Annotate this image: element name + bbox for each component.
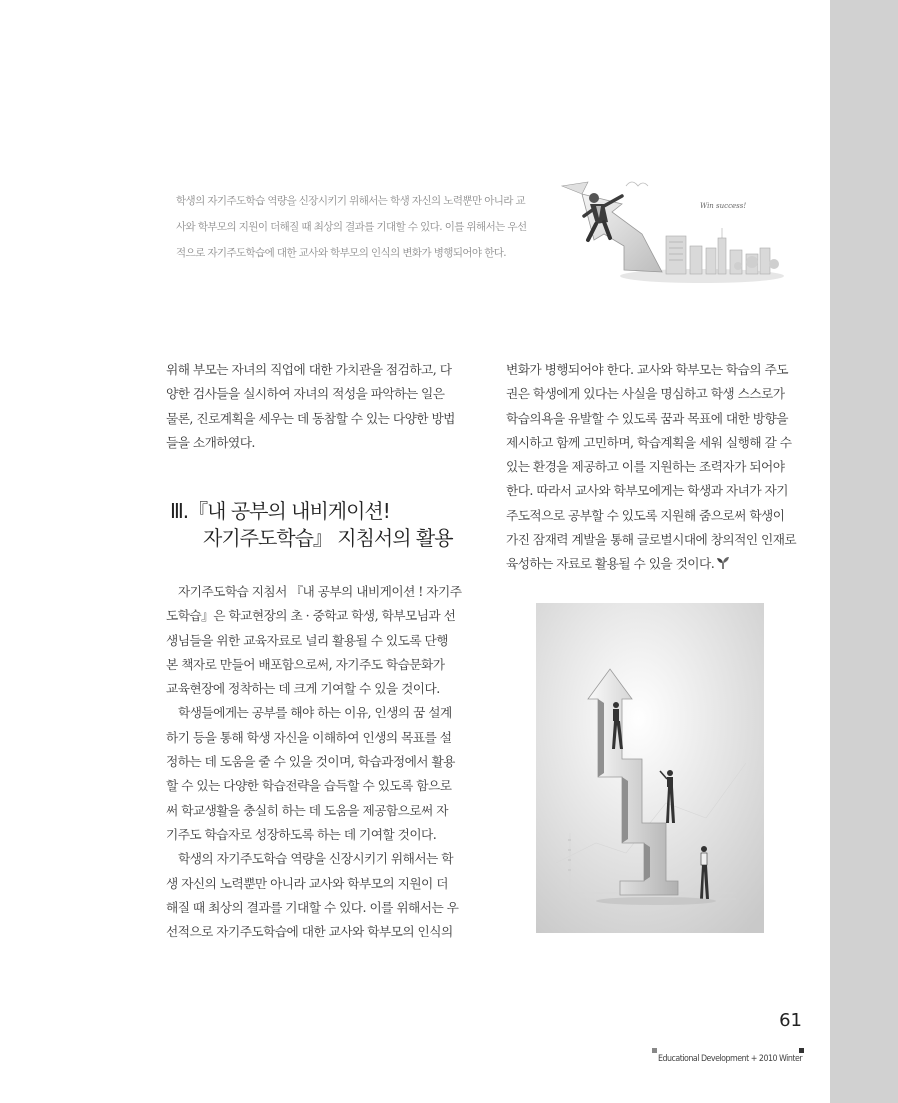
paragraph (166, 847, 468, 944)
footer-marker-left (652, 1048, 657, 1053)
body-line: 학습의욕을 유발할 수 있도록 꿈과 목표에 대한 방향을 (506, 410, 788, 426)
body-line: 본 책자로 만들어 배포함으로써, 자기주도 학습문화가 (166, 656, 445, 672)
left-column-top (166, 358, 468, 455)
body-line: 써 학교생활을 충실히 하는 데 도움을 제공함으로써 자 (166, 802, 448, 818)
page-edge-bar (830, 0, 898, 1103)
body-line: 있는 환경을 제공하고 이를 지원하는 조력자가 되어야 (506, 459, 785, 475)
left-column-body (166, 580, 468, 944)
body-line: 생 자신의 노력뿐만 아니라 교사와 학부모의 지원이 더 (166, 875, 448, 891)
footer-marker-right (799, 1048, 804, 1053)
section-heading (170, 498, 470, 552)
body-line: 학생들에게는 공부를 해야 하는 이유, 인생의 꿈 설계 (178, 705, 452, 721)
body-line: 교육현장에 정착하는 데 크게 기여할 수 있을 것이다. (166, 681, 440, 697)
body-line: 생님들을 위한 교육자료로 널리 활용될 수 있도록 단행 (166, 632, 448, 648)
body-line-last (506, 552, 808, 576)
paragraph (166, 580, 468, 701)
pull-quote-line: 적으로 자기주도학습에 대한 교사와 학부모의 인식의 변화가 병행되어야 한다. (176, 247, 507, 259)
body-line: 하기 등을 통해 학생 자신을 이해하여 인생의 목표를 설 (166, 729, 452, 745)
body-line: 자기주도학습 지침서 『내 공부의 내비게이션 ! 자기주 (178, 584, 462, 599)
staircase-arrow-illustration (536, 603, 764, 933)
body-line: 선적으로 자기주도학습에 대한 교사와 학부모의 인식의 (166, 924, 453, 940)
body-line: 기주도 학습자로 성장하도록 하는 데 기여할 것이다. (166, 826, 437, 842)
body-line: 학생의 자기주도학습 역량을 신장시키기 위해서는 학 (178, 851, 453, 867)
body-line: 도학습』은 학교현장의 초 · 중학교 학생, 학부모님과 선 (166, 608, 456, 624)
body-line: 제시하고 함께 고민하며, 학습계획을 세워 실행해 갈 수 (506, 434, 792, 450)
right-column (506, 358, 808, 577)
body-line: 권은 학생에게 있다는 사실을 명심하고 학생 스스로가 (506, 386, 785, 402)
body-line-text: 육성하는 자료로 활용될 수 있을 것이다. (506, 556, 715, 572)
body-line: 주도적으로 공부할 수 있도록 지원해 줌으로써 학생이 (506, 507, 785, 523)
body-line: 위해 부모는 자녀의 직업에 대한 가치관을 점검하고, 다 (166, 362, 452, 377)
body-line: 할 수 있는 다양한 학습전략을 습득할 수 있도록 함으로 (166, 778, 452, 794)
page-number: 61 (779, 1010, 802, 1031)
section-heading-line-2: 자기주도학습』 지침서의 활용 (203, 526, 453, 550)
body-line: 들을 소개하였다. (166, 434, 255, 450)
body-line: 변화가 병행되어야 한다. 교사와 학부모는 학습의 주도 (506, 362, 788, 377)
body-line: 정하는 데 도움을 줄 수 있을 것이며, 학습과정에서 활용 (166, 754, 455, 770)
section-heading-line-1: Ⅲ.『내 공부의 내비게이션! (170, 499, 390, 523)
body-line: 양한 검사들을 실시하여 자녀의 적성을 파악하는 일은 (166, 386, 445, 402)
pull-quote-line: 사와 학부모의 지원이 더해질 때 최상의 결과를 기대할 수 있다. 이를 위해서는 우선 (176, 221, 527, 233)
success-arrow-illustration (552, 176, 788, 286)
body-line: 한다. 따라서 교사와 학부모에게는 학생과 자녀가 자기 (506, 483, 788, 499)
pull-quote (176, 188, 542, 266)
leaf-sprout-icon (716, 557, 730, 569)
illustration-caption: Win success! (700, 202, 747, 210)
body-line: 해질 때 최상의 결과를 기대할 수 있다. 이를 위해서는 우 (166, 899, 459, 915)
footer (640, 1046, 806, 1068)
footer-text: Educational Development + 2010 Winter (658, 1054, 803, 1064)
paragraph (166, 701, 468, 847)
body-line: 가진 잠재력 계발을 통해 글로벌시대에 창의적인 인재로 (506, 532, 797, 548)
pull-quote-line: 학생의 자기주도학습 역량을 신장시키기 위해서는 학생 자신의 노력뿐만 아니라 교 (176, 195, 526, 207)
body-line: 물론, 진로계획을 세우는 데 동참할 수 있는 다양한 방법 (166, 410, 455, 426)
